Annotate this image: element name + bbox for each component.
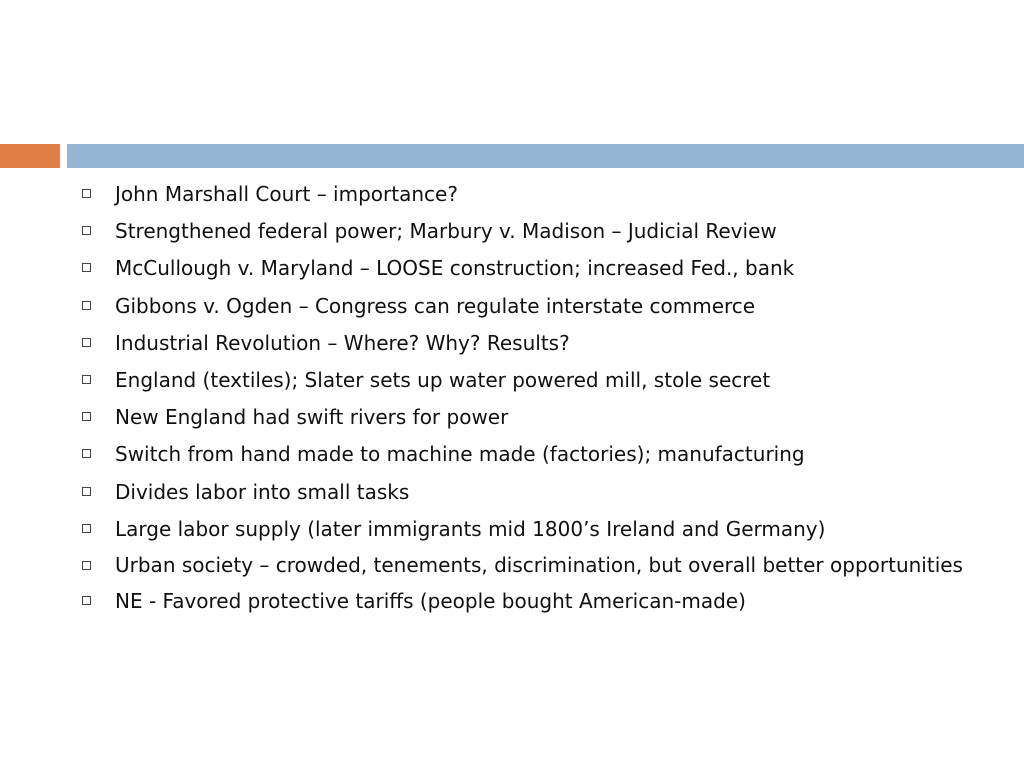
header-accent-bar-blue — [67, 144, 1024, 168]
list-item — [78, 180, 978, 208]
list-item — [78, 403, 978, 431]
list-item-text: Divides labor into small tasks — [115, 479, 410, 504]
bullet-list — [78, 180, 978, 615]
list-item — [78, 254, 978, 282]
list-item-text: McCullough v. Maryland – LOOSE construction; increased Fed., bank — [115, 256, 795, 281]
square-outline-icon — [82, 226, 91, 235]
list-item-text: Gibbons v. Ogden – Congress can regulate interstate commerce — [115, 293, 756, 318]
header-accent-bar-orange — [0, 144, 60, 168]
list-item — [78, 478, 978, 506]
square-outline-icon — [82, 338, 91, 347]
square-outline-icon — [82, 189, 91, 198]
list-item-text: Switch from hand made to machine made (factories); manufacturing — [115, 442, 805, 467]
list-item — [78, 329, 978, 357]
list-item-text: Large labor supply (later immigrants mid 1800’s Ireland and Germany) — [115, 516, 826, 541]
list-item — [78, 292, 978, 320]
list-item — [78, 587, 978, 615]
list-item-text: New England had swift rivers for power — [115, 405, 509, 430]
list-item — [78, 552, 978, 578]
list-item — [78, 366, 978, 394]
square-outline-icon — [82, 596, 91, 605]
slide-content — [78, 180, 978, 624]
square-outline-icon — [82, 375, 91, 384]
list-item-text: Urban society – crowded, tenements, discrimination, but overall better opportunities — [115, 552, 963, 577]
list-item — [78, 217, 978, 245]
square-outline-icon — [82, 263, 91, 272]
list-item — [78, 440, 978, 468]
list-item-text: Strengthened federal power; Marbury v. Madison – Judicial Review — [115, 219, 777, 244]
list-item-text: England (textiles); Slater sets up water powered mill, stole secret — [115, 367, 771, 392]
list-item — [78, 515, 978, 543]
square-outline-icon — [82, 561, 91, 570]
square-outline-icon — [82, 487, 91, 496]
list-item-text: NE - Favored protective tariffs (people bought American-made) — [115, 589, 746, 614]
square-outline-icon — [82, 524, 91, 533]
list-item-text: Industrial Revolution – Where? Why? Results? — [115, 330, 570, 355]
square-outline-icon — [82, 412, 91, 421]
square-outline-icon — [82, 449, 91, 458]
list-item-text: John Marshall Court – importance? — [115, 182, 458, 206]
square-outline-icon — [82, 301, 91, 310]
